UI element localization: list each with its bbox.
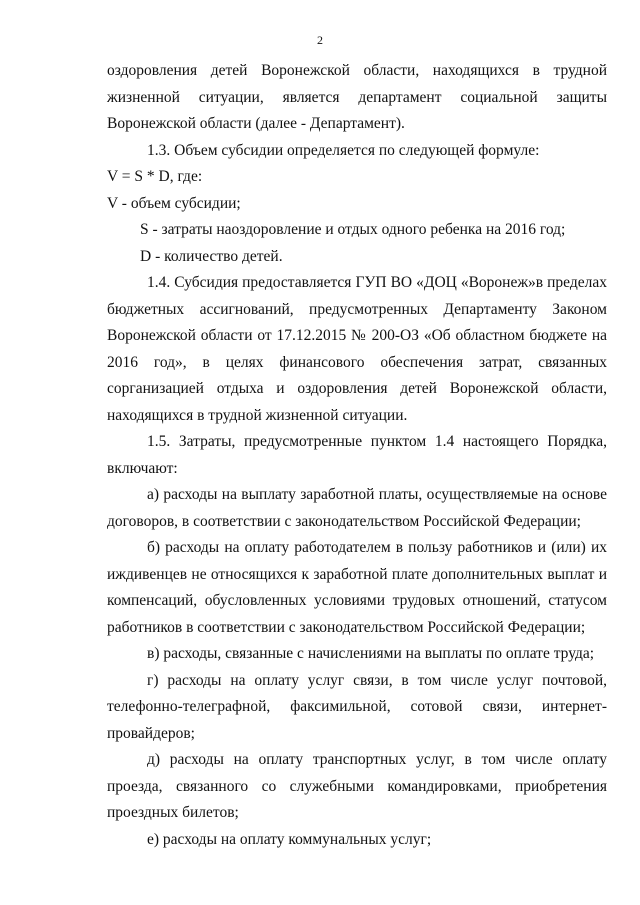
list-item-b-employer-payments: б) расходы на оплату работодателем в пользу работников и (или) их иждивенцев не относящихся к заработной плате дополнительных выплат и компенсаций, обусловленных условиями трудовых отношений, статусом работников в соответствии с законодательством Российской Федерации; <box>107 539 607 636</box>
list-item-g-communication-services: г) расходы на оплату услуг связи, в том числе услуг почтовой, телефонно-телеграфной, факсимильной, сотовой связи, интернет-провайдеров; <box>107 671 607 742</box>
paragraph-1-3-subsidy-formula-intro: 1.3. Объем субсидии определяется по следующей формуле: <box>147 141 540 159</box>
formula-definition-v: V - объем субсидии; <box>107 194 241 212</box>
formula-definition-d: D - количество детей. <box>140 247 283 265</box>
formula-line: V = S * D, где: <box>107 168 203 185</box>
paragraph-1-4-subsidy-provision: 1.4. Субсидия предоставляется ГУП ВО «ДОЦ «Воронеж»в пределах бюджетных ассигнований, предусмотренных Департаменту Законом Воронежской области от 17.12.2015 № 200-ОЗ «Об областном бюджете на 2016 год», в целях финансового обеспечения затрат, связанных сорганизацией отдыха и оздоровления детей Воронежской области, находящихся в трудной жизненной ситуации. <box>107 274 607 424</box>
document-body <box>107 58 607 853</box>
paragraph-department-continuation: оздоровления детей Воронежской области, находящихся в трудной жизненной ситуации, является департамент социальной защиты Воронежской области (далее - Департамент). <box>107 62 607 132</box>
list-item-a-salaries: а) расходы на выплату заработной платы, осуществляемые на основе договоров, в соответствии с законодательством Российской Федерации; <box>107 486 607 530</box>
page-number: 2 <box>317 33 323 47</box>
formula-definition-s: S - затраты наоздоровление и отдых одного ребенка на 2016 год; <box>140 221 566 238</box>
list-item-d-transport-services: д) расходы на оплату транспортных услуг, в том числе оплату проезда, связанного со служебными командировками, приобретения проездных билетов; <box>107 751 607 821</box>
list-item-e-utilities: е) расходы на оплату коммунальных услуг; <box>147 830 432 848</box>
list-item-v-payroll-charges: в) расходы, связанные с начислениями на выплаты по оплате труда; <box>147 645 595 662</box>
paragraph-1-5-costs: 1.5. Затраты, предусмотренные пунктом 1.4 настоящего Порядка, включают: <box>107 433 607 477</box>
